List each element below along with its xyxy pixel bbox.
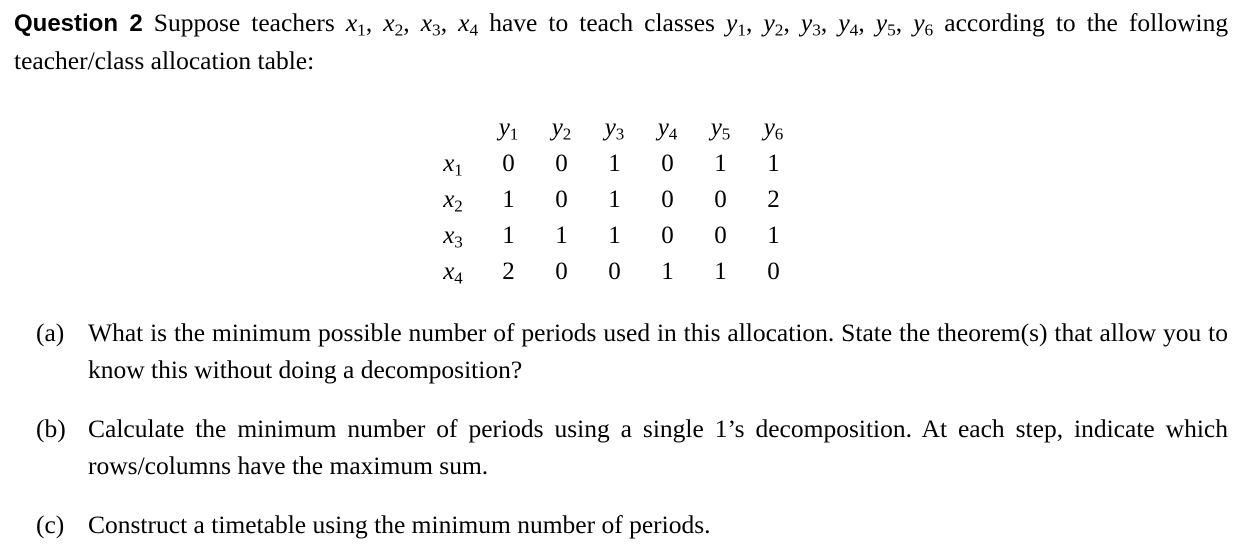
row-header-x3: $x_3$ [443,222,463,252]
column-header-y1: $y_1$ [498,114,519,144]
intro-text-1: Suppose teachers [153,8,335,37]
part-a-text: What is the minimum possible number of periods used in this allocation. State the theorem(s) that allow you to know this without doing a decomposition? [88,318,1228,384]
teacher-x2: $x_2$ [383,8,404,40]
table-cell: 1 [608,150,621,177]
class-y3: $y_3$ [800,8,821,40]
class-y5: $y_5$ [875,8,896,40]
table-row [424,146,800,182]
table-cell: 1 [555,222,568,249]
question-label: Question 2 [14,10,143,37]
table-row [424,254,800,290]
column-header-y2: $y_2$ [551,114,572,144]
table-cell: 0 [555,258,568,285]
part-c-text: Construct a timetable using the minimum number of periods. [88,510,711,539]
class-y4: $y_4$ [838,8,859,40]
teacher-x4: $x_4$ [458,8,479,40]
part-c-label: (c) [36,510,65,539]
class-list: $y_1$, $y_2$, $y_3$, $y_4$, $y_5$, $y_6$ [726,8,934,40]
table-cell: 0 [661,186,674,213]
table-cell: 0 [714,222,727,249]
teacher-list: $x_1$, $x_2$, $x_3$, $x_4$ [345,8,479,40]
row-header-x4: $x_4$ [443,258,463,288]
teacher-x1: $x_1$ [345,8,366,40]
column-header-y5: $y_5$ [710,114,731,144]
table-cell: 0 [555,186,568,213]
column-header-y3: $y_3$ [604,114,625,144]
class-y2: $y_2$ [763,8,784,40]
row-header-x1: $x_1$ [443,150,463,180]
intro-text-3: according to the following teacher/class allocation table: [14,8,1229,75]
table-cell: 0 [502,150,515,177]
allocation-table [424,110,800,290]
part-b-text: Calculate the minimum number of periods using a single 1’s decomposition. At each step, indicate which rows/columns have the maximum sum. [88,414,1228,480]
part-b [36,410,1228,484]
column-header-y4: $y_4$ [657,114,678,144]
table-cell: 0 [767,258,780,285]
table-cell: 1 [502,222,515,249]
table-cell: 0 [661,222,674,249]
table-cell: 0 [555,150,568,177]
table-cell: 0 [661,150,674,177]
intro-text-2: have to teach classes [489,8,715,37]
table-corner [424,110,482,146]
table-cell: 2 [502,258,515,285]
table-cell: 0 [714,186,727,213]
question-intro [14,4,1228,79]
table-row [424,218,800,254]
table-cell: 1 [661,258,674,285]
table-row [424,182,800,218]
row-header-x2: $x_2$ [443,186,463,216]
column-header-y6: $y_6$ [763,114,784,144]
table-cell: 2 [767,186,780,213]
part-a [36,314,1228,388]
table-cell: 1 [502,186,515,213]
table-cell: 1 [767,150,780,177]
table-body [424,146,800,290]
table-cell: 1 [714,150,727,177]
table-cell: 1 [714,258,727,285]
part-c [36,506,1228,543]
part-a-label: (a) [36,318,65,347]
class-y6: $y_6$ [913,8,934,40]
table-header-row [424,110,800,146]
table-cell: 1 [608,222,621,249]
class-y1: $y_1$ [726,8,746,40]
table-cell: 1 [767,222,780,249]
part-b-label: (b) [36,414,66,443]
teacher-x3: $x_3$ [420,8,441,40]
table-cell: 1 [608,186,621,213]
table-cell: 0 [608,258,621,285]
